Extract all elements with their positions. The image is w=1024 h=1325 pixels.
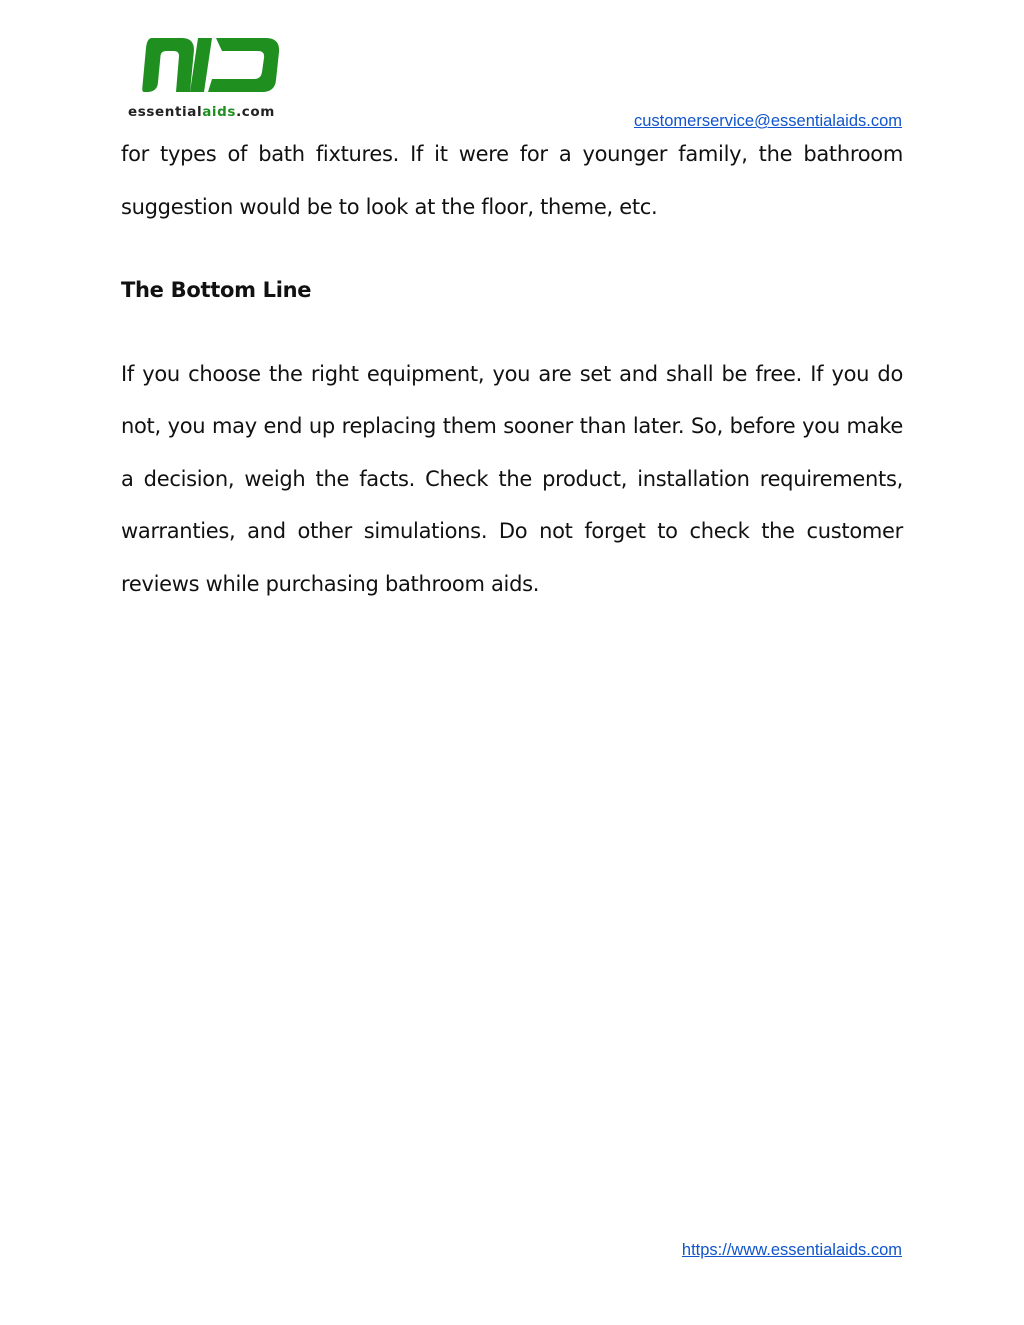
logo-mark-icon — [142, 34, 280, 96]
logo-wordmark-part1: essential — [128, 104, 203, 120]
header-email-link[interactable]: customerservice@essentialaids.com — [633, 112, 902, 130]
logo-wordmark-part3: .com — [236, 104, 275, 120]
conclusion-paragraph: If you choose the right equipment, you are set and shall be free. If you do not, you may end up replacing them sooner than later. So, before you make a decision, weigh the facts. Check the product, installation requirements, warranties, and other simulations. Do not forget to check the customer reviews while purchasing bathroom aids. — [121, 361, 903, 596]
logo-wordmark-part2: aids — [202, 104, 237, 120]
logo-wordmark — [128, 104, 275, 120]
section-heading: The Bottom Line — [121, 278, 312, 302]
intro-paragraph: for types of bath fixtures. If it were for a younger family, the bathroom suggestion would be to look at the floor, theme, etc. — [121, 142, 903, 219]
essentialaids-logo — [120, 30, 300, 125]
document-content — [121, 128, 903, 610]
footer-website-link[interactable]: https://www.essentialaids.com — [681, 1241, 902, 1259]
